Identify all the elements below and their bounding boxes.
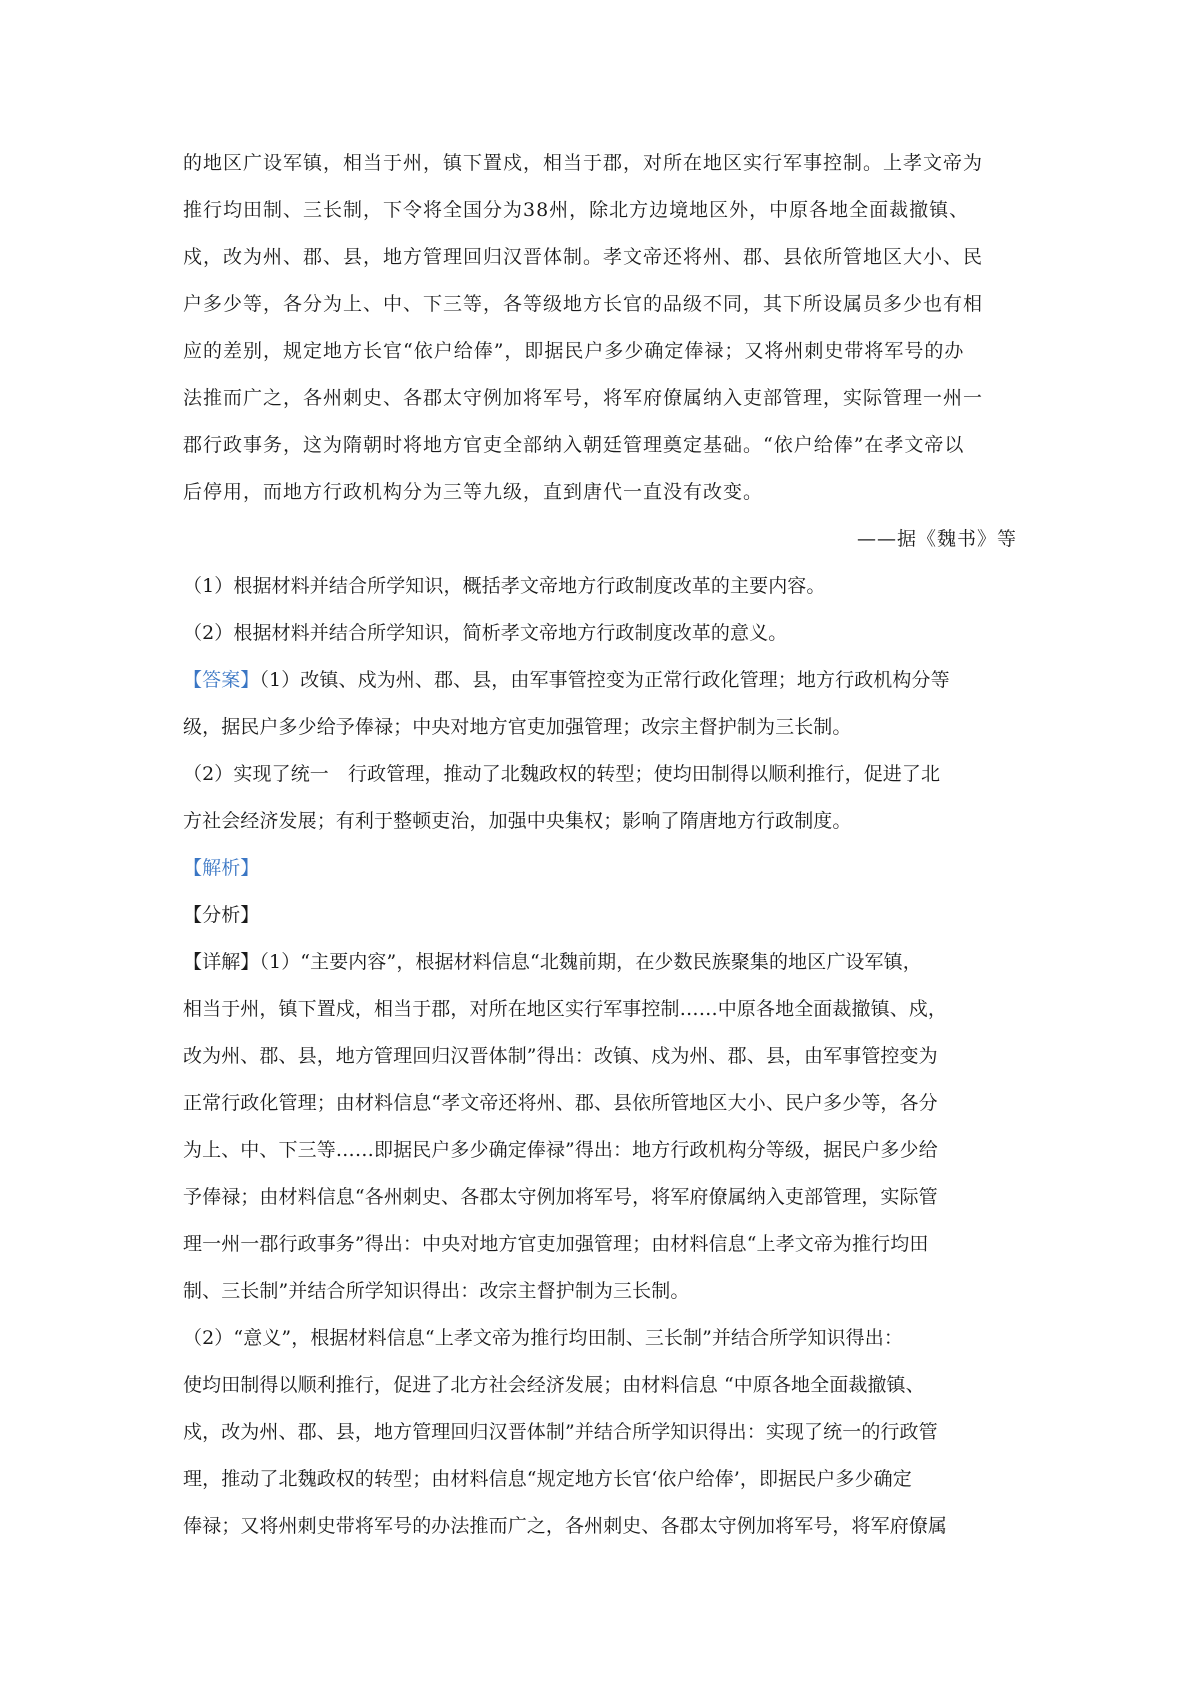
material-line: 的地区广设军镇，相当于州，镇下置戍，相当于郡，对所在地区实行军事控制。上孝文帝为 xyxy=(183,152,984,174)
fenxi-heading xyxy=(183,892,1023,939)
question-section xyxy=(183,563,1023,1550)
answer-line: 方社会经济发展；有利于整顿吏治，加强中央集权；影响了隋唐地方行政制度。 xyxy=(183,810,852,832)
detail-line: 俸禄；又将州刺史带将军号的办法推而广之，各州刺史、各郡太守例加将军号，将军府僚属 xyxy=(183,1515,948,1537)
detail-line: 改为州、郡、县，地方管理回归汉晋体制”得出：改镇、戍为州、郡、县，由军事管控变为 xyxy=(183,1045,938,1067)
answer-line: （2）实现了统一 行政管理，推动了北魏政权的转型；使均田制得以顺利推行，促进了北 xyxy=(183,763,941,785)
detail-line: 相当于州，镇下置戍，相当于郡，对所在地区实行军事控制……中原各地全面裁撤镇、戍， xyxy=(183,998,948,1020)
material-line: 后停用，而地方行政机构分为三等九级，直到唐代一直没有改变。 xyxy=(183,481,764,503)
material-source: ——据《魏书》等 xyxy=(856,528,1017,550)
material-line: 戍，改为州、郡、县，地方管理回归汉晋体制。孝文帝还将州、郡、县依所管地区大小、民 xyxy=(183,246,984,268)
fenxi-tag: 【分析】 xyxy=(183,904,260,926)
material-line: 应的差别，规定地方长官“依户给俸”，即据民户多少确定俸禄；又将州刺史带将军号的办 xyxy=(183,340,965,362)
analysis-heading xyxy=(183,845,1023,892)
answer-tag: 【答案】 xyxy=(183,669,260,691)
answer-line xyxy=(183,657,1023,704)
document-page xyxy=(183,140,1023,1550)
detail-line: 为上、中、下三等……即据民户多少确定俸禄”得出：地方行政机构分等级，据民户多少给 xyxy=(183,1139,938,1161)
question-2: （2）根据材料并结合所学知识，简析孝文帝地方行政制度改革的意义。 xyxy=(183,622,788,644)
detail-line: 理一州一郡行政事务”得出：中央对地方官吏加强管理；由材料信息“上孝文帝为推行均田 xyxy=(183,1233,929,1255)
source-material xyxy=(183,140,1023,563)
material-line: 郡行政事务，这为隋朝时将地方官吏全部纳入朝廷管理奠定基础。“依户给俸”在孝文帝以 xyxy=(183,434,965,456)
jiexi-tag: 【解析】 xyxy=(183,857,260,879)
detail-line xyxy=(183,939,1023,986)
material-line: 法推而广之，各州刺史、各郡太守例加将军号，将军府僚属纳入吏部管理，实际管理一州一 xyxy=(183,387,984,409)
detail-line: 使均田制得以顺利推行，促进了北方社会经济发展；由材料信息 “中原各地全面裁撤镇、 xyxy=(183,1374,925,1396)
detail-line: 制、三长制”并结合所学知识得出：改宗主督护制为三长制。 xyxy=(183,1280,690,1302)
answer-line: 级，据民户多少给予俸禄；中央对地方官吏加强管理；改宗主督护制为三长制。 xyxy=(183,716,852,738)
material-line: 户多少等，各分为上、中、下三等，各等级地方长官的品级不同，其下所设属员多少也有相 xyxy=(183,293,984,315)
answer-text: （1）改镇、戍为州、郡、县，由军事管控变为正常行政化管理；地方行政机构分等 xyxy=(259,669,950,691)
detail-line: 正常行政化管理；由材料信息“孝文帝还将州、郡、县依所管地区大小、民户多少等，各分 xyxy=(183,1092,938,1114)
detail-line: 戍，改为州、郡、县，地方管理回归汉晋体制”并结合所学知识得出：实现了统一的行政管 xyxy=(183,1421,938,1443)
material-line: 推行均田制、三长制，下令将全国分为38州，除北方边境地区外，中原各地全面裁撤镇、 xyxy=(183,199,970,221)
detail-line: 予俸禄；由材料信息“各州刺史、各郡太守例加将军号，将军府僚属纳入吏部管理，实际管 xyxy=(183,1186,938,1208)
detail-text: （1）“主要内容”，根据材料信息“北魏前期，在少数民族聚集的地区广设军镇， xyxy=(259,951,922,973)
detail-line: 理，推动了北魏政权的转型；由材料信息“规定地方长官‘依户给俸’，即据民户多少确定 xyxy=(183,1468,912,1490)
detail-tag: 【详解】 xyxy=(183,951,260,973)
question-1: （1）根据材料并结合所学知识，概括孝文帝地方行政制度改革的主要内容。 xyxy=(183,575,826,597)
detail-line: （2）“意义”，根据材料信息“上孝文帝为推行均田制、三长制”并结合所学知识得出： xyxy=(183,1327,903,1349)
